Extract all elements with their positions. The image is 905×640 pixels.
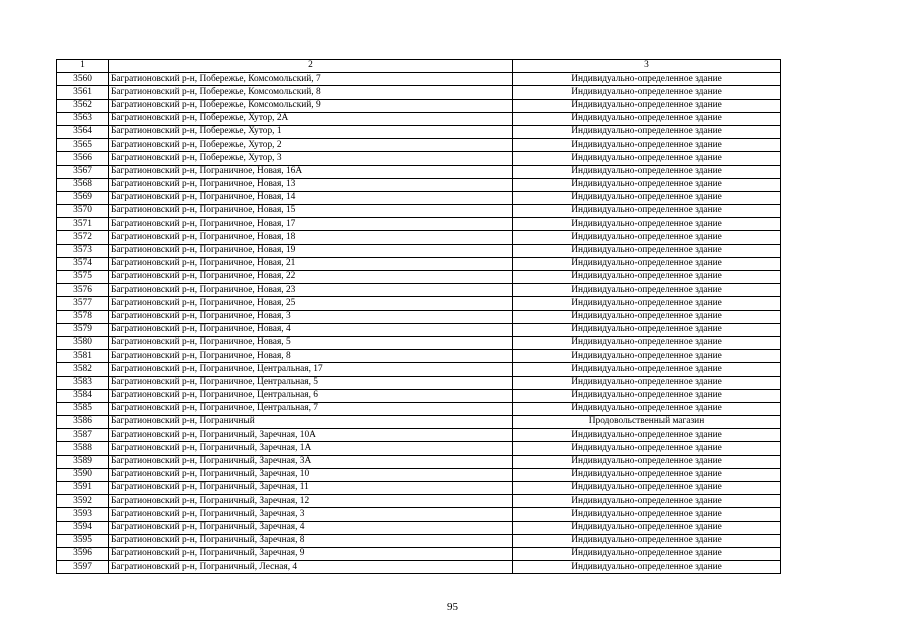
row-number: 3561 <box>57 86 109 99</box>
row-number: 3568 <box>57 178 109 191</box>
row-address: Багратионовский р-н, Пограничный, Заречная, 12 <box>109 495 513 508</box>
table-row <box>57 416 781 429</box>
table-row <box>57 468 781 481</box>
row-address: Багратионовский р-н, Пограничное, Новая, 23 <box>109 284 513 297</box>
table-row <box>57 310 781 323</box>
row-object-type: Индивидуально-определенное здание <box>513 86 781 99</box>
property-table <box>56 59 781 574</box>
table-row <box>57 363 781 376</box>
row-address: Багратионовский р-н, Пограничный, Заречная, 3 <box>109 508 513 521</box>
row-address: Багратионовский р-н, Побережье, Хутор, 2А <box>109 112 513 125</box>
row-address: Багратионовский р-н, Побережье, Хутор, 1 <box>109 125 513 138</box>
row-number: 3567 <box>57 165 109 178</box>
row-address: Багратионовский р-н, Пограничное, Центральная, 7 <box>109 402 513 415</box>
row-object-type: Индивидуально-определенное здание <box>513 73 781 86</box>
row-number: 3586 <box>57 416 109 429</box>
table-row <box>57 284 781 297</box>
row-address: Багратионовский р-н, Пограничное, Центральная, 6 <box>109 389 513 402</box>
header-col-3: 3 <box>513 60 781 73</box>
row-object-type: Индивидуально-определенное здание <box>513 125 781 138</box>
table-row <box>57 389 781 402</box>
row-object-type: Индивидуально-определенное здание <box>513 350 781 363</box>
row-number: 3587 <box>57 429 109 442</box>
table-row <box>57 482 781 495</box>
table-row <box>57 257 781 270</box>
row-number: 3579 <box>57 323 109 336</box>
row-number: 3577 <box>57 297 109 310</box>
row-number: 3593 <box>57 508 109 521</box>
row-address: Багратионовский р-н, Пограничное, Новая, 19 <box>109 244 513 257</box>
row-object-type: Индивидуально-определенное здание <box>513 336 781 349</box>
table-row <box>57 99 781 112</box>
row-number: 3590 <box>57 468 109 481</box>
table-header <box>57 60 781 73</box>
row-object-type: Индивидуально-определенное здание <box>513 191 781 204</box>
row-object-type: Индивидуально-определенное здание <box>513 376 781 389</box>
row-object-type: Индивидуально-определенное здание <box>513 323 781 336</box>
table-row <box>57 376 781 389</box>
row-object-type: Индивидуально-определенное здание <box>513 389 781 402</box>
row-number: 3570 <box>57 205 109 218</box>
row-number: 3576 <box>57 284 109 297</box>
page-number: 95 <box>447 601 458 613</box>
table-body <box>57 73 781 574</box>
row-object-type: Индивидуально-определенное здание <box>513 139 781 152</box>
row-number: 3571 <box>57 218 109 231</box>
row-object-type: Индивидуально-определенное здание <box>513 152 781 165</box>
row-address: Багратионовский р-н, Пограничный, Заречная, 3А <box>109 455 513 468</box>
table-row <box>57 165 781 178</box>
header-row <box>57 60 781 73</box>
row-number: 3573 <box>57 244 109 257</box>
row-object-type: Индивидуально-определенное здание <box>513 244 781 257</box>
table-row <box>57 73 781 86</box>
table-row <box>57 231 781 244</box>
table-row <box>57 191 781 204</box>
table-row <box>57 336 781 349</box>
table-row <box>57 244 781 257</box>
row-object-type: Индивидуально-определенное здание <box>513 442 781 455</box>
row-number: 3580 <box>57 336 109 349</box>
row-object-type: Индивидуально-определенное здание <box>513 363 781 376</box>
table-row <box>57 402 781 415</box>
row-object-type: Индивидуально-определенное здание <box>513 99 781 112</box>
row-address: Багратионовский р-н, Побережье, Хутор, 3 <box>109 152 513 165</box>
row-number: 3578 <box>57 310 109 323</box>
table-row <box>57 297 781 310</box>
row-address: Багратионовский р-н, Пограничный <box>109 416 513 429</box>
row-object-type: Индивидуально-определенное здание <box>513 231 781 244</box>
row-number: 3594 <box>57 521 109 534</box>
row-object-type: Индивидуально-определенное здание <box>513 468 781 481</box>
table-row <box>57 323 781 336</box>
row-object-type: Индивидуально-определенное здание <box>513 495 781 508</box>
row-number: 3581 <box>57 350 109 363</box>
row-address: Багратионовский р-н, Пограничное, Новая, 16А <box>109 165 513 178</box>
row-address: Багратионовский р-н, Пограничный, Заречная, 10 <box>109 468 513 481</box>
row-object-type: Индивидуально-определенное здание <box>513 271 781 284</box>
row-address: Багратионовский р-н, Пограничный, Заречная, 9 <box>109 547 513 560</box>
row-object-type: Индивидуально-определенное здание <box>513 310 781 323</box>
row-address: Багратионовский р-н, Побережье, Комсомольский, 8 <box>109 86 513 99</box>
row-number: 3574 <box>57 257 109 270</box>
row-number: 3575 <box>57 271 109 284</box>
table-row <box>57 139 781 152</box>
row-number: 3564 <box>57 125 109 138</box>
row-number: 3591 <box>57 482 109 495</box>
table-row <box>57 455 781 468</box>
table-row <box>57 521 781 534</box>
row-address: Багратионовский р-н, Пограничный, Заречная, 8 <box>109 534 513 547</box>
row-number: 3582 <box>57 363 109 376</box>
row-number: 3585 <box>57 402 109 415</box>
row-address: Багратионовский р-н, Пограничное, Новая, 3 <box>109 310 513 323</box>
row-address: Багратионовский р-н, Побережье, Комсомольский, 7 <box>109 73 513 86</box>
row-address: Багратионовский р-н, Пограничное, Центральная, 17 <box>109 363 513 376</box>
table-row <box>57 86 781 99</box>
row-number: 3588 <box>57 442 109 455</box>
row-object-type: Индивидуально-определенное здание <box>513 547 781 560</box>
row-number: 3583 <box>57 376 109 389</box>
row-number: 3562 <box>57 99 109 112</box>
row-address: Багратионовский р-н, Пограничный, Заречная, 1А <box>109 442 513 455</box>
table-row <box>57 205 781 218</box>
row-number: 3596 <box>57 547 109 560</box>
table-row <box>57 561 781 574</box>
row-number: 3597 <box>57 561 109 574</box>
row-object-type: Индивидуально-определенное здание <box>513 205 781 218</box>
row-object-type: Индивидуально-определенное здание <box>513 218 781 231</box>
row-object-type: Индивидуально-определенное здание <box>513 112 781 125</box>
table-row <box>57 152 781 165</box>
row-object-type: Индивидуально-определенное здание <box>513 165 781 178</box>
row-object-type: Продовольственный магазин <box>513 416 781 429</box>
table-row <box>57 547 781 560</box>
row-address: Багратионовский р-н, Пограничное, Новая, 17 <box>109 218 513 231</box>
row-address: Багратионовский р-н, Побережье, Хутор, 2 <box>109 139 513 152</box>
row-address: Багратионовский р-н, Пограничное, Новая, 4 <box>109 323 513 336</box>
row-number: 3595 <box>57 534 109 547</box>
row-object-type: Индивидуально-определенное здание <box>513 534 781 547</box>
row-address: Багратионовский р-н, Пограничный, Заречная, 4 <box>109 521 513 534</box>
row-address: Багратионовский р-н, Пограничное, Новая, 15 <box>109 205 513 218</box>
table-row <box>57 442 781 455</box>
row-number: 3566 <box>57 152 109 165</box>
header-col-2: 2 <box>109 60 513 73</box>
row-address: Багратионовский р-н, Пограничное, Новая, 22 <box>109 271 513 284</box>
row-number: 3560 <box>57 73 109 86</box>
row-address: Багратионовский р-н, Пограничный, Заречная, 10А <box>109 429 513 442</box>
row-object-type: Индивидуально-определенное здание <box>513 508 781 521</box>
row-object-type: Индивидуально-определенное здание <box>513 178 781 191</box>
row-number: 3569 <box>57 191 109 204</box>
row-number: 3572 <box>57 231 109 244</box>
row-address: Багратионовский р-н, Пограничное, Новая, 13 <box>109 178 513 191</box>
row-number: 3589 <box>57 455 109 468</box>
table-row <box>57 495 781 508</box>
header-col-1: 1 <box>57 60 109 73</box>
row-address: Багратионовский р-н, Пограничное, Новая, 5 <box>109 336 513 349</box>
row-object-type: Индивидуально-определенное здание <box>513 521 781 534</box>
row-address: Багратионовский р-н, Пограничный, Лесная, 4 <box>109 561 513 574</box>
row-object-type: Индивидуально-определенное здание <box>513 402 781 415</box>
row-address: Багратионовский р-н, Побережье, Комсомольский, 9 <box>109 99 513 112</box>
row-object-type: Индивидуально-определенное здание <box>513 455 781 468</box>
row-number: 3563 <box>57 112 109 125</box>
table-row <box>57 508 781 521</box>
row-address: Багратионовский р-н, Пограничное, Центральная, 5 <box>109 376 513 389</box>
row-address: Багратионовский р-н, Пограничное, Новая, 25 <box>109 297 513 310</box>
row-address: Багратионовский р-н, Пограничное, Новая, 14 <box>109 191 513 204</box>
table-row <box>57 271 781 284</box>
table-row <box>57 429 781 442</box>
table-row <box>57 350 781 363</box>
table-row <box>57 218 781 231</box>
row-number: 3592 <box>57 495 109 508</box>
row-address: Багратионовский р-н, Пограничное, Новая, 18 <box>109 231 513 244</box>
row-object-type: Индивидуально-определенное здание <box>513 284 781 297</box>
table-row <box>57 125 781 138</box>
row-object-type: Индивидуально-определенное здание <box>513 257 781 270</box>
row-object-type: Индивидуально-определенное здание <box>513 482 781 495</box>
table-row <box>57 534 781 547</box>
row-address: Багратионовский р-н, Пограничное, Новая, 8 <box>109 350 513 363</box>
row-address: Багратионовский р-н, Пограничное, Новая, 21 <box>109 257 513 270</box>
table-row <box>57 112 781 125</box>
row-number: 3565 <box>57 139 109 152</box>
row-object-type: Индивидуально-определенное здание <box>513 561 781 574</box>
table-row <box>57 178 781 191</box>
row-address: Багратионовский р-н, Пограничный, Заречная, 11 <box>109 482 513 495</box>
row-number: 3584 <box>57 389 109 402</box>
row-object-type: Индивидуально-определенное здание <box>513 297 781 310</box>
row-object-type: Индивидуально-определенное здание <box>513 429 781 442</box>
